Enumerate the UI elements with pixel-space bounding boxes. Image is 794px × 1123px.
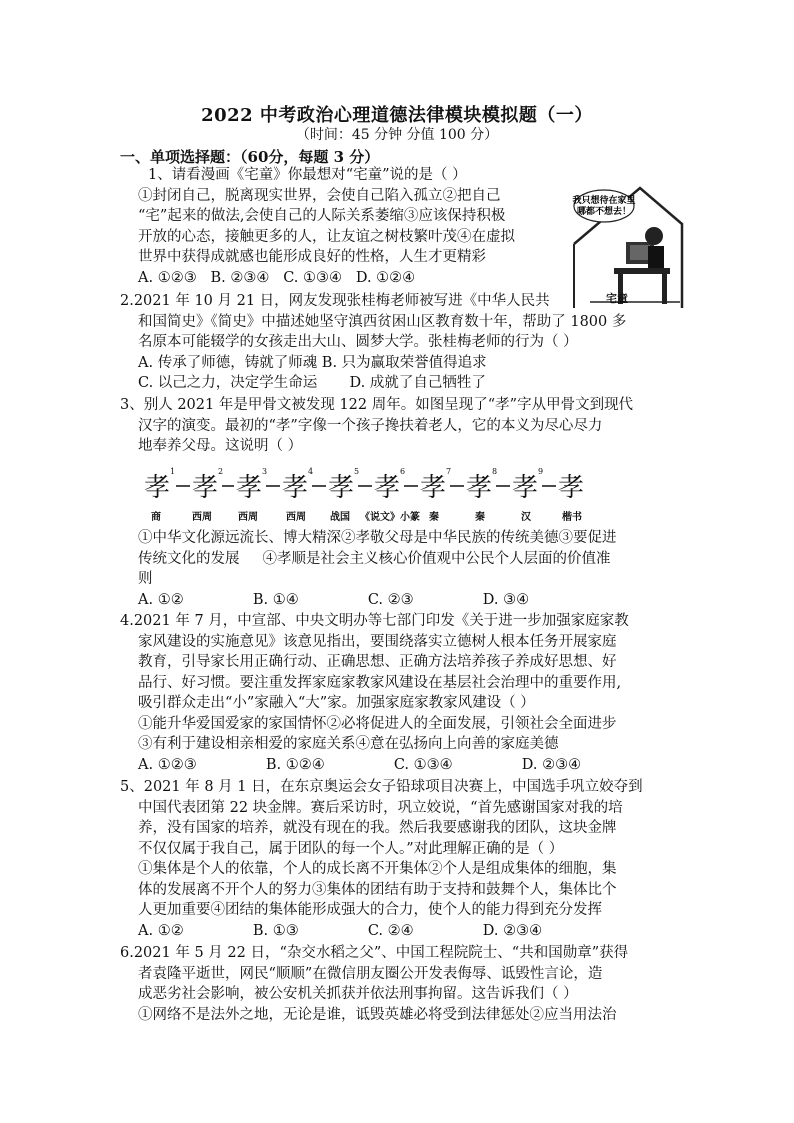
- q6-line: 成恶劣社会影响，被公安机关抓获并依法刑事拘留。这告诉我们（ ）: [138, 986, 578, 1002]
- glyph-number: 7: [446, 467, 452, 476]
- question-4: [120, 611, 680, 775]
- glyph-2: 孝: [192, 473, 219, 503]
- q3-statement-line: 则: [138, 571, 153, 587]
- dynasty-label: 战国: [330, 512, 350, 523]
- glyph-number: 9: [538, 467, 544, 476]
- q5-options: A. ①② B. ①③ C. ②④ D. ②③④: [138, 922, 543, 939]
- q3-statement-line: 传统文化的发展 ④孝顺是社会主义核心价值观中公民个人层面的价值准: [138, 550, 611, 567]
- q3-line: 汉字的演变。最初的“孝”字像一个孩子搀扶着老人，它的本义为尽心尽力: [138, 417, 603, 434]
- glyph-number: 6: [400, 467, 406, 476]
- q2-option-line: A. 传承了师德，铸就了师魂 B. 只为赢取荣誉值得追求: [138, 354, 487, 371]
- exam-subtitle: （时间：45 分钟 分值 100 分）: [295, 127, 499, 143]
- glyph-number: 2: [218, 467, 224, 476]
- question-5: [120, 777, 680, 941]
- q5-stem: 5、2021 年 8 月 1 日，在东京奥运会女子铅球项目决赛上，中国选手巩立姣夺到: [120, 779, 643, 795]
- q4-line: 品行、好习惯。要注重发挥家庭家教家风建设在基层社会治理中的重要作用,: [138, 674, 622, 691]
- q3-statement-line: ①中华文化源远流长、博大精深②孝敬父母是中华民族的传统美德③要促进: [138, 530, 617, 546]
- xiao-evolution-figure: [140, 462, 600, 526]
- q5-line: 中国代表团第 22 块金牌。赛后采访时，巩立姣说，“首先感谢国家对我的培: [138, 799, 623, 816]
- q4-line: 教育，引导家长用正确行动、正确思想、正确方法培养孩子养成好思想、好: [138, 654, 617, 670]
- glyph-3: 孝: [236, 473, 263, 503]
- q6-stem: 6.2021 年 5 月 22 日，“杂交水稻之父”、中国工程院院士、“共和国勋章”获得: [120, 945, 629, 961]
- q4-line: 吸引群众走出“小”家融入“大”家。加强家庭家教家风建设（ ）: [138, 695, 535, 711]
- question-1: [120, 165, 570, 288]
- q1-line: ①封闭自己，脱离现实世界，会使自己陷入孤立②把自己: [138, 187, 501, 204]
- q1-line: “宅”起来的做法,会使自己的人际关系萎缩③应该保持积极: [138, 208, 506, 224]
- glyph-number: 4: [308, 467, 314, 476]
- q4-line: 家风建设的实施意见》该意见指出，要围绕落实立德树人根本任务开展家庭: [138, 633, 617, 650]
- q6-statement-line: ①网络不是法外之地，无论是谁，诋毁英雄必将受到法律惩处②应当用法治: [138, 1006, 617, 1023]
- dynasty-label: 秦: [475, 512, 485, 523]
- glyph-number: 1: [170, 467, 176, 476]
- q2-line: 名原本可能辍学的女孩走出大山、圆梦大学。张桂梅老师的行为（ ）: [138, 334, 578, 350]
- q3-stem: 3、别人 2021 年是甲骨文被发现 122 周年。如图呈现了“孝”字从甲骨文到现代: [120, 397, 634, 413]
- q1-options: A. ①②③ B. ②③④ C. ①③④ D. ①②④: [138, 269, 416, 286]
- q5-statement-line: ①集体是个人的依靠，个人的成长离不开集体②个人是组成集体的细胞，集: [138, 861, 617, 877]
- q2-option-line: C. 以己之力，决定学生命运 D. 成就了自己牺牲了: [138, 375, 486, 391]
- glyph-6: 孝: [374, 473, 401, 503]
- question-6: [120, 943, 680, 1025]
- question-3: [120, 395, 680, 457]
- question-3-continued: [120, 528, 680, 610]
- q4-stem: 4.2021 年 7 月，中宣部、中央文明办等七部门印发《关于进一步加强家庭家教: [120, 613, 629, 629]
- q1-stem: 1、请看漫画《宅童》你最想对“宅童”说的是（ ）: [148, 167, 467, 183]
- q5-statement-line: 人更加重要④团结的集体能形成强大的合力，使个人的能力得到充分发挥: [138, 902, 602, 918]
- dynasty-label: 《说文》小篆: [360, 512, 420, 523]
- dynasty-label: 西周: [286, 512, 306, 523]
- glyph-number: 3: [262, 467, 268, 476]
- q4-options: A. ①②③ B. ①②④ C. ①③④ D. ②③④: [138, 756, 582, 773]
- q5-line: 养，没有国家的培养，就没有现在的我。然后我要感谢我的团队，这块金牌: [138, 820, 617, 836]
- question-2: [120, 291, 680, 394]
- q4-statement-line: ③有利于建设相亲相爱的家庭关系④意在弘扬向上向善的家庭美德: [138, 736, 559, 752]
- dynasty-label: 秦: [429, 512, 439, 523]
- cartoon-caption: 宅童: [606, 292, 628, 305]
- q5-statement-line: 体的发展离不开个人的努力③集体的团结有助于支持和鼓舞个人，集体比个: [138, 881, 617, 898]
- glyph-7: 孝: [420, 473, 447, 503]
- glyph-number: 8: [492, 467, 498, 476]
- glyph-8: 孝: [466, 473, 493, 503]
- dynasty-label: 西周: [192, 512, 212, 523]
- dynasty-label: 商: [151, 512, 161, 523]
- cartoon-bubble-text-1: 我只想待在家里: [572, 196, 636, 206]
- exam-title: 2022 中考政治心理道德法律模块模拟题（一）: [201, 105, 593, 126]
- q3-options: A. ①② B. ①④ C. ②③ D. ③④: [138, 591, 530, 608]
- cartoon-image: [570, 184, 686, 308]
- dynasty-label: 汉: [521, 512, 531, 523]
- glyph-5: 孝: [328, 473, 355, 503]
- cartoon-bubble-text-2: 哪都不想去！: [576, 207, 632, 217]
- q6-line: 者袁隆平逝世，网民“顺顺”在微信朋友圈公开发表侮辱、诋毁性言论，造: [138, 965, 603, 982]
- q2-line: 和国简史》《简史》中描述她坚守滇西贫困山区教育数十年，帮助了 1800 多: [138, 313, 627, 330]
- glyph-4: 孝: [282, 473, 309, 503]
- q1-line: 世界中获得成就感也能形成良好的性格，人生才更精彩: [138, 249, 486, 265]
- q4-statement-line: ①能升华爱国爱家的家国情怀②必将促进人的全面发展，引领社会全面进步: [138, 715, 617, 732]
- q2-stem: 2.2021 年 10 月 21 日，网友发现张桂梅老师被写进《中华人民共: [120, 293, 550, 309]
- dynasty-label: 西周: [238, 512, 258, 523]
- glyph-10: 孝: [558, 473, 585, 503]
- glyph-1: 孝: [144, 473, 171, 503]
- q1-line: 开放的心态，接触更多的人，让友谊之树枝繁叶茂④在虚拟: [138, 228, 515, 245]
- dynasty-label: 楷书: [562, 512, 582, 523]
- q5-line: 不仅仅属于我自己，属于团队的每一个人。”对此理解正确的是（ ）: [138, 840, 564, 857]
- glyph-number: 5: [354, 467, 360, 476]
- section-heading: 一、单项选择题：（60分，每题 3 分）: [120, 148, 380, 166]
- glyph-9: 孝: [512, 473, 539, 503]
- q3-line: 地奉养父母。这说明（ ）: [138, 438, 303, 454]
